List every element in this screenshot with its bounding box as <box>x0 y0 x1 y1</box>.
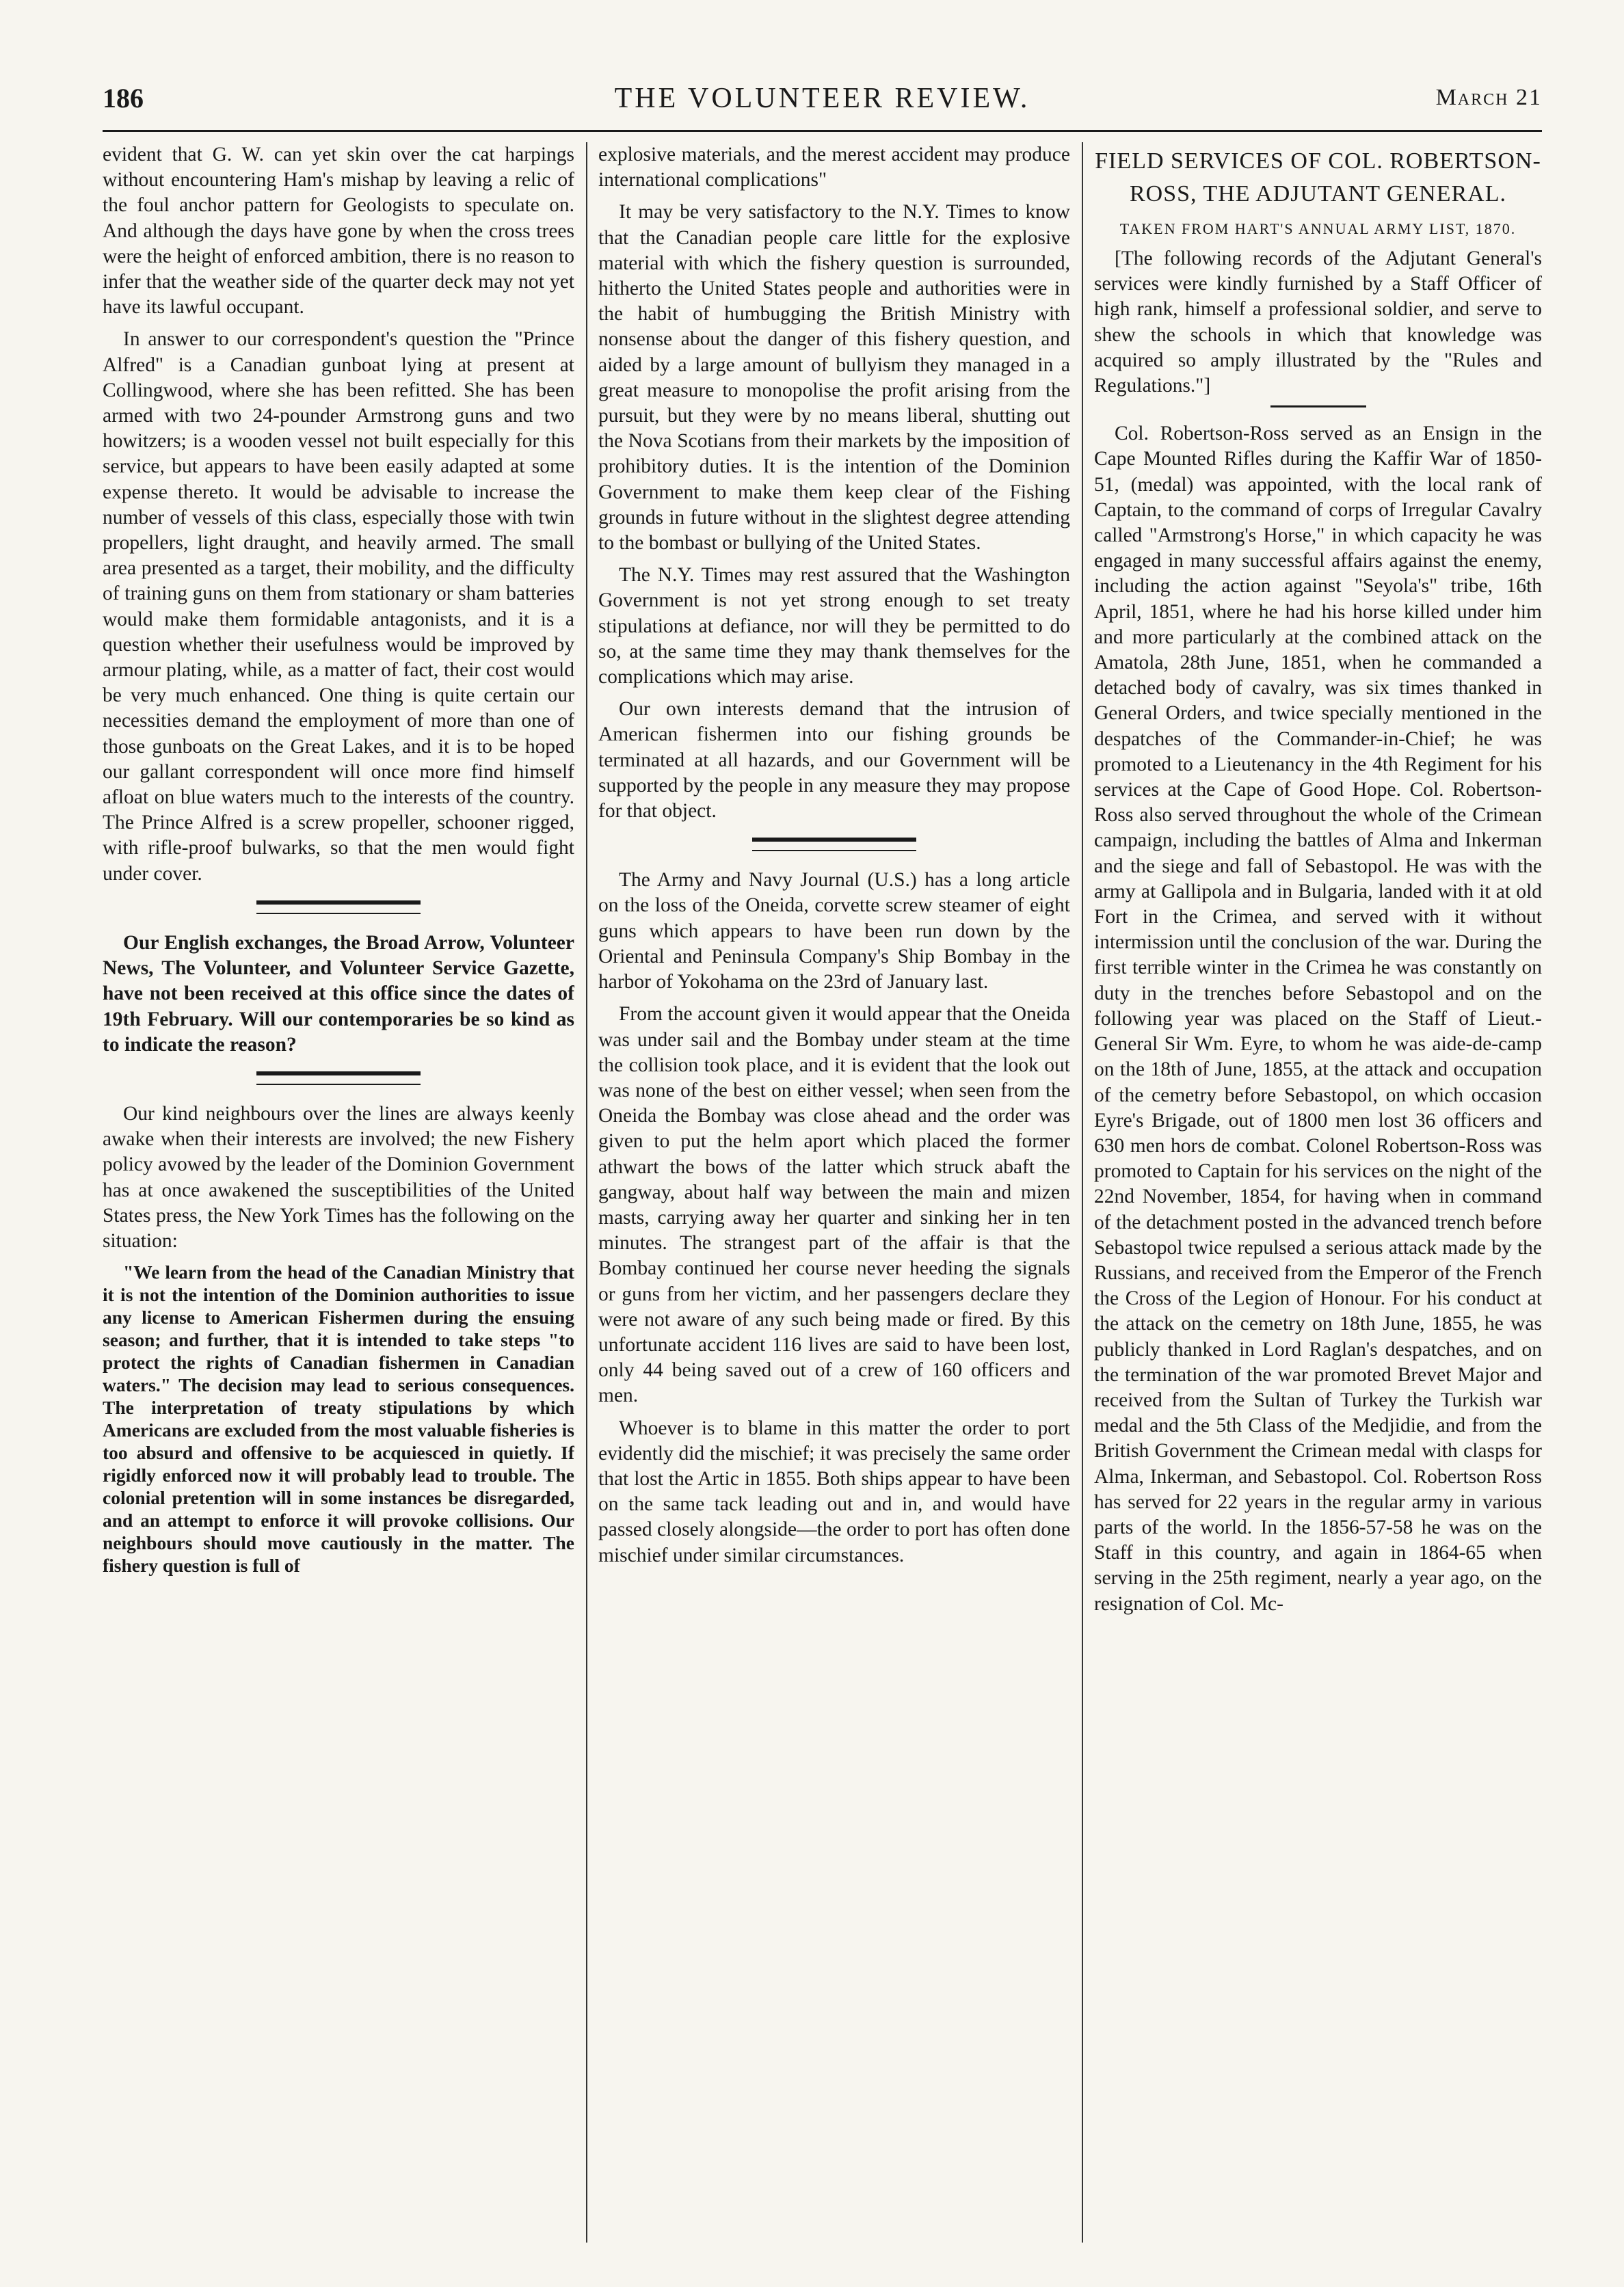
columns <box>103 142 1542 2243</box>
page-number: 186 <box>103 83 144 113</box>
column-rule <box>586 142 587 2243</box>
issue-date: March 21 <box>1435 85 1542 110</box>
article-heading: FIELD SERVICES OF COL. ROBERTSON-ROSS, THE ADJUTANT GENERAL. <box>1095 148 1541 206</box>
paragraph: Our kind neighbours over the lines are always keenly awake when their interests are involved; the new Fishery policy avowed by the leader of the Dominion Government has at once awakened the susceptibilities of the United States press, the New York Times has the following on the situation: <box>103 1102 574 1252</box>
article-source: TAKEN FROM HART'S ANNUAL ARMY LIST, 1870. <box>1119 220 1517 237</box>
column-3 <box>1094 142 1542 2243</box>
column-2 <box>598 142 1070 2243</box>
paragraph: The N.Y. Times may rest assured that the Washington Government is not yet strong enough to set treaty stipulations at defiance, nor will they be permitted to do so, at the same time they may thank themselves for the complications which may arise. <box>598 564 1070 688</box>
paragraph: The Army and Navy Journal (U.S.) has a long article on the loss of the Oneida, corvette screw steamer of eight guns which appears to have been run down by the Oriental and Peninsula Company's Ship Bombay in the harbor of Yokohama on the 23rd of January last. <box>598 869 1070 993</box>
paragraph: [The following records of the Adjutant General's services were kindly furnished by a Staff Officer of high rank, himself a professional soldier, and serve to shew the schools in which that knowledge was acquired so amply illustrated by the "Rules and Regulations."] <box>1094 248 1542 397</box>
section-divider <box>1270 405 1366 407</box>
paragraph: From the account given it would appear that the Oneida was under sail and the Bombay under steam at the time the collision took place, and it is evident that the look out was none of the best on either vessel; when seen from the Oneida the Bombay was close ahead and the order was given to put the helm aport which placed the former athwart the bows of the latter which struck abaft the gangway, about half way between the main and mizen masts, carrying away her quarter and sinking her in ten minutes. The strangest part of the affair is that the Bombay continued her course never heeding the signals or guns from her victim, and her passengers declare they were not aware of any such being made or fired. By this unfortunate accident 116 lives are said to have been lost, only 44 being saved out of a crew of 160 officers and men. <box>598 1003 1070 1407</box>
paragraph: Our own interests demand that the intrusion of American fishermen into our fishing grounds be terminated at all hazards, and our Government will be supported by the people in any measure they may propose for that object. <box>598 698 1070 822</box>
masthead-title: THE VOLUNTEER REVIEW. <box>614 83 1030 114</box>
page-header <box>103 82 1542 132</box>
paragraph: Our English exchanges, the Broad Arrow, Volunteer News, The Volunteer, and Volunteer Service Gazette, have not been received at this office since the dates of 19th February. Will our contemporaries be so kind as to indicate the reason? <box>103 931 574 1056</box>
section-divider <box>752 838 916 851</box>
paragraph: In answer to our correspondent's question the "Prince Alfred" is a Canadian gunboat lying at present at Collingwood, where she has been refitted. She has been armed with two 24-pounder Armstrong guns and two howitzers; is a wooden vessel not built especially for this service, but appears to have been easily adapted at some expense thereto. It would be advisable to increase the number of vessels of this class, especially those with twin propellers, light draught, and heavily armed. The small area presented as a target, their mobility, and the difficulty of training guns on them from stationary or sham batteries would make them formidable antagonists, and it is a question whether their usefulness would be improved by armour plating, while, as a matter of fact, their cost would be very much enhanced. One thing is quite certain our necessities demand the employment of more than one of those gunboats on the Great Lakes, and it is to be hoped our gallant correspondent will once more find himself afloat on blue waters much to the interests of the country. The Prince Alfred is a screw propeller, schooner rigged, with rifle-proof bulwarks, so that the men would fight under cover. <box>103 328 574 885</box>
section-divider <box>256 900 421 914</box>
column-rule <box>1082 142 1083 2243</box>
paragraph: explosive materials, and the merest accident may produce international complications" <box>598 144 1070 191</box>
newspaper-page <box>103 82 1542 2243</box>
paragraph: Col. Robertson-Ross served as an Ensign in the Cape Mounted Rifles during the Kaffir War of 1850-51, (medal) was appointed, with the local rank of Captain, to the command of corps of Irregular Cavalry called "Armstrong's Horse," in which capacity he was engaged in many successful affairs against the enemy, including the action against "Seyola's" tribe, 16th April, 1851, where he had his horse killed under him and more particularly at the combined attack on the Amatola, 28th June, 1851, when he commanded a detached body of cavalry, was six times thanked in General Orders, and twice specially mentioned in the despatches of the Commander-in-Chief; he was promoted to a Lieutenancy in the 4th Regiment for his services at the Cape of Good Hope. Col. Robertson-Ross also served throughout the whole of the Crimean campaign, including the battles of Alma and Inkerman and the siege and fall of Sebastopol. He was with the army at Gallipola and in Bulgaria, landed with it at old Fort in the Crimea, and served with it without intermission until the conclusion of the war. During the first terrible winter in the Crimea he was constantly on duty in the trenches before Sebastopol and on the following year was placed on the Staff of Lieut.-General Sir Wm. Eyre, to whom he was aide-de-camp on the 18th of June, 1855, at the attack and occupation of the cemetry before Sebastopol, on which occasion Eyre's Brigade, out of 1800 men lost 36 officers and 630 men hors de combat. Colonel Robertson-Ross was promoted to Captain for his services on the night of the 22nd November, 1854, for having when in command of the detachment posted in the advanced trench before Sebastopol twice repulsed a serious attack made by the Russians, and received from the Emperor of the French the Cross of the Legion of Honour. For his conduct at the attack on the cemetry on 18th June, 1855, he was publicly thanked in Lord Raglan's despatches, and on the termination of the war promoted Brevet Major and received from the Sultan of Turkey the Turkish war medal and the 5th Class of the Medjidie, and from the British Government the Crimean medal with clasps for Alma, Inkerman, and Sebastopol. Col. Robertson Ross has served for 22 years in the regular army in various parts of the world. In the 1856-57-58 he was on the Staff in this country, and again in 1864-65 when serving in the 25th regiment, nearly a year ago, on the resignation of Col. Mc- <box>1094 423 1542 1615</box>
paragraph: Whoever is to blame in this matter the order to port evidently did the mischief; it was precisely the same order that lost the Artic in 1855. Both ships appear to have been on the same tack leading out and in, and would have passed closely alongside—the order to port has often done mischief under similar circumstances. <box>598 1417 1070 1566</box>
paragraph: It may be very satisfactory to the N.Y. Times to know that the Canadian people care little for the explosive material with which the fishery question is surrounded, hitherto the United States people and authorities were in the habit of humbugging the British Ministry with nonsense about the danger of this fishery question, and aided by a large amount of bullyism they managed in a great measure to monopolise the profit arising from the pursuit, but they were by no means liberal, shutting out the Nova Scotians from their markets by the imposition of prohibitory duties. It is the intention of the Dominion Government to make them keep clear of the Fishing grounds in future without in the slightest degree attending to the bombast or bullying of the United States. <box>598 201 1070 554</box>
section-divider <box>256 1071 421 1085</box>
paragraph: evident that G. W. can yet skin over the cat harpings without encountering Ham's mishap by leaving a relic of the foul anchor pattern for Geologists to speculate on. And although the days have gone by when the cross trees were the height of enforced ambition, there is no reason to infer that the weather side of the quarter deck may not yet have its lawful occupant. <box>103 144 574 319</box>
quoted-passage: "We learn from the head of the Canadian Ministry that it is not the intention of the Dominion authorities to issue any license to American Fishermen during the ensuing season; and further, that it is intended to take steps "to protect the rights of Canadian fishermen in Canadian waters." The decision may lead to serious consequences. The interpretation of treaty stipulations by which Americans are excluded from the most valuable fisheries is too absurd and offensive to be acquiesced in quietly. If rigidly enforced now it will probably lead to trouble. The colonial pretention will in some instances be disregarded, and an attempt to enforce it will provoke collisions. Our neighbours should move cautiously in the matter. The fishery question is full of <box>103 1261 574 1577</box>
column-1 <box>103 142 574 2243</box>
